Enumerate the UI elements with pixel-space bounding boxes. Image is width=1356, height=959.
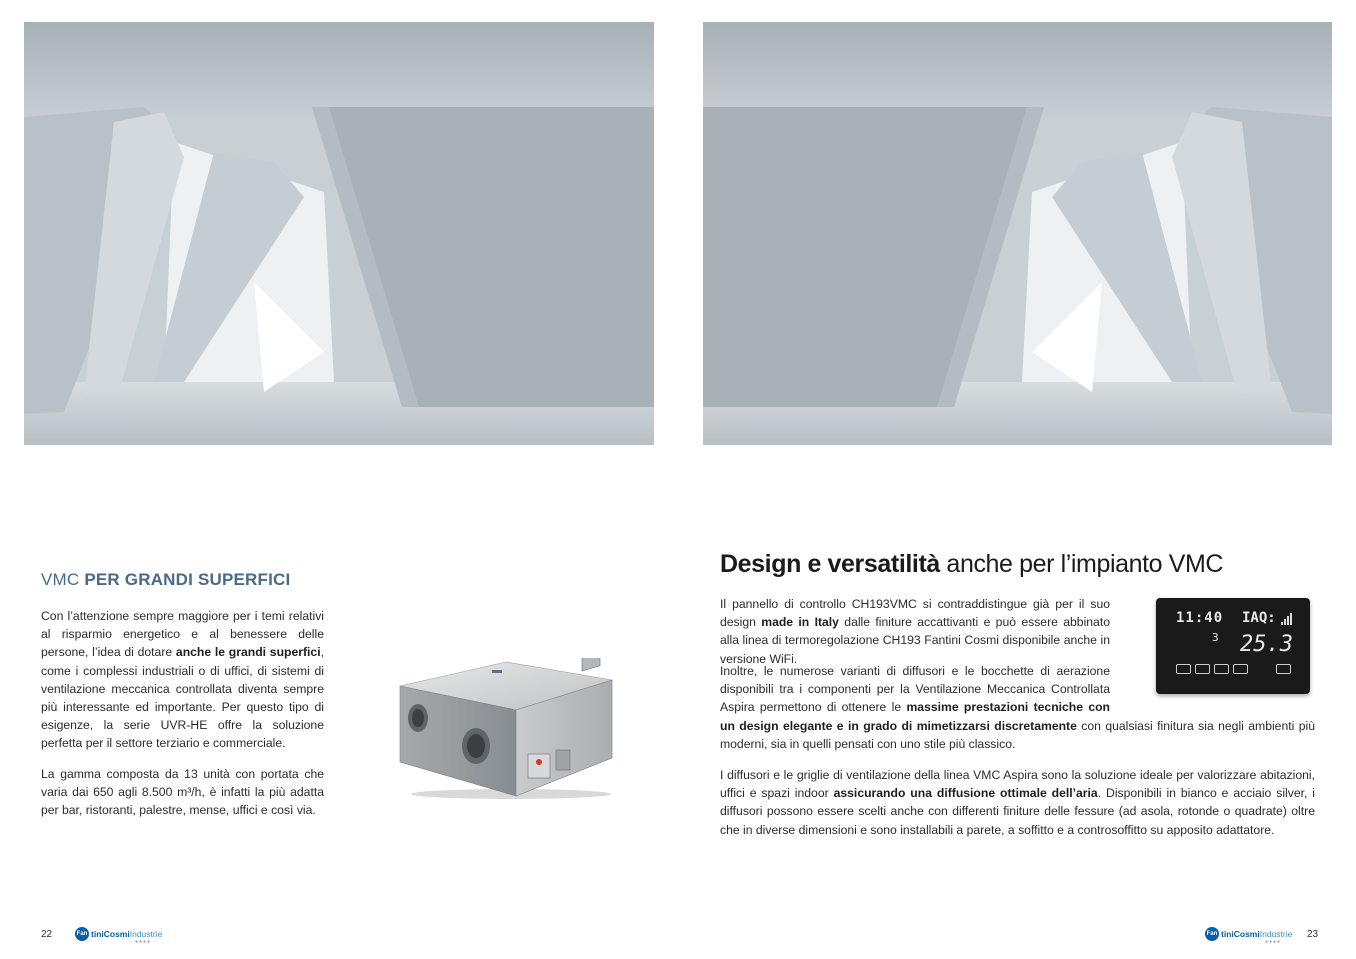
right-p1-bold: made in Italy (761, 615, 839, 630)
right-p2-bold: massime prestazioni tecniche con un design elegante e in grado di mimetizzarsi discretamente (720, 700, 1111, 733)
thermostat-button-off[interactable] (1276, 664, 1291, 674)
logo-mark: Fan (1205, 927, 1219, 941)
right-p2-text-a: Inoltre, le numerose varianti di diffusori e le bocchette di aerazione disponibili tra i componenti per la Ventilazione Meccanica Controllata Aspira permettono di ottenere le (720, 664, 1110, 715)
right-p3-bold: assicurando una diffusione ottimale dell’aria (833, 786, 1098, 801)
architecture-photo-right (703, 22, 1332, 445)
logo-dots-icon: ●●●● (1265, 939, 1282, 945)
thermostat-temperature: 25.3 (1240, 632, 1293, 657)
logo-dots-icon: ●●●● (135, 939, 152, 945)
left-title-bold: PER GRANDI SUPERFICI (84, 570, 291, 589)
logo-word (1221, 929, 1292, 939)
left-title-light: VMC (41, 570, 85, 589)
page-number-left: 22 (41, 929, 53, 940)
left-section-title (41, 570, 290, 590)
thermostat-button-spacer (1252, 664, 1272, 674)
left-p1-bold: anche le grandi superfici (175, 645, 321, 660)
fantini-cosmi-logo-left (75, 926, 163, 945)
right-title-light: anche per l’impianto VMC (939, 550, 1224, 578)
left-p1-text-a: Con l’attenzione sempre maggiore per i temi relativi al risparmio energetico e al benessere delle persone, l’idea di dotare (41, 609, 324, 660)
fantini-cosmi-logo-right (1205, 926, 1293, 945)
right-p1-text-c: dalle finiture accattivanti e può essere abbinato alla linea di termoregolazione CH193 Fantini Cosmi disponibile anche in versione WiFi. (720, 615, 1110, 666)
right-p1-text-a: Il pannello di controllo CH193VMC si contraddistingue già per il suo design (720, 597, 1110, 630)
signal-bars-icon (1281, 612, 1293, 624)
right-section-title (720, 550, 1223, 579)
logo-word-light: Industrie (129, 929, 163, 939)
left-paragraph-1 (41, 607, 324, 753)
thermostat-iaq: IAQ: (1242, 610, 1276, 626)
right-paragraph-1 (720, 595, 1110, 668)
thermostat-level: 3 (1212, 631, 1219, 644)
right-p3-text-a: I diffusori e le griglie di ventilazione della linea VMC Aspira sono la soluzione ideale per valorizzare abitazioni, uffici e spazi indoor (720, 768, 1315, 801)
thermostat-button-3[interactable] (1214, 664, 1229, 674)
logo-mark: Fan (75, 927, 89, 941)
vmc-unit-image (396, 658, 616, 800)
right-p2-text-c: con qualsiasi finitura sia negli ambienti più moderni, sia in quelli pensati con uno stile più classico. (720, 718, 1315, 751)
logo-word-bold: tiniCosmi (1221, 929, 1260, 939)
thermostat-button-row (1176, 664, 1291, 674)
right-title-bold: Design e versatilità (720, 550, 940, 578)
left-p1-text-c: , come i complessi industriali o di uffici, di sistemi di ventilazione meccanica controllata diventa sempre più interessante ed importante. Per questo tipo di esigenze, la serie UVR-HE offre la soluzione perfetta per il settore terziario e commerciale. (41, 645, 324, 751)
logo-word (91, 929, 162, 939)
logo-word-bold: tiniCosmi (91, 929, 130, 939)
logo-word-light: Industrie (1259, 929, 1293, 939)
thermostat-button-2[interactable] (1195, 664, 1210, 674)
left-p2-text: La gamma composta da 13 unità con portata che varia dai 650 agli 8.500 m³/h, è infatti la più adatta per bar, ristoranti, palestre, mense, uffici e così via. (41, 767, 324, 818)
page-number-right: 23 (1307, 929, 1319, 940)
ch193vmc-control-panel (1156, 598, 1310, 694)
left-paragraph-2 (41, 765, 324, 820)
right-p3-text-c: . Disponibili in bianco e acciaio silver, i diffusori possono essere scelti anche con differenti finiture delle fessure (ad asola, rotonde o quadrate) oltre che in diverse dimensioni e sono installabili a parete, a soffitto e a controsoffitto su apposito adattatore. (720, 786, 1315, 837)
thermostat-time: 11:40 (1176, 610, 1224, 626)
right-paragraph-3 (720, 766, 1315, 839)
architecture-photo-left (24, 22, 654, 445)
thermostat-button-1[interactable] (1176, 664, 1191, 674)
thermostat-button-4[interactable] (1233, 664, 1248, 674)
